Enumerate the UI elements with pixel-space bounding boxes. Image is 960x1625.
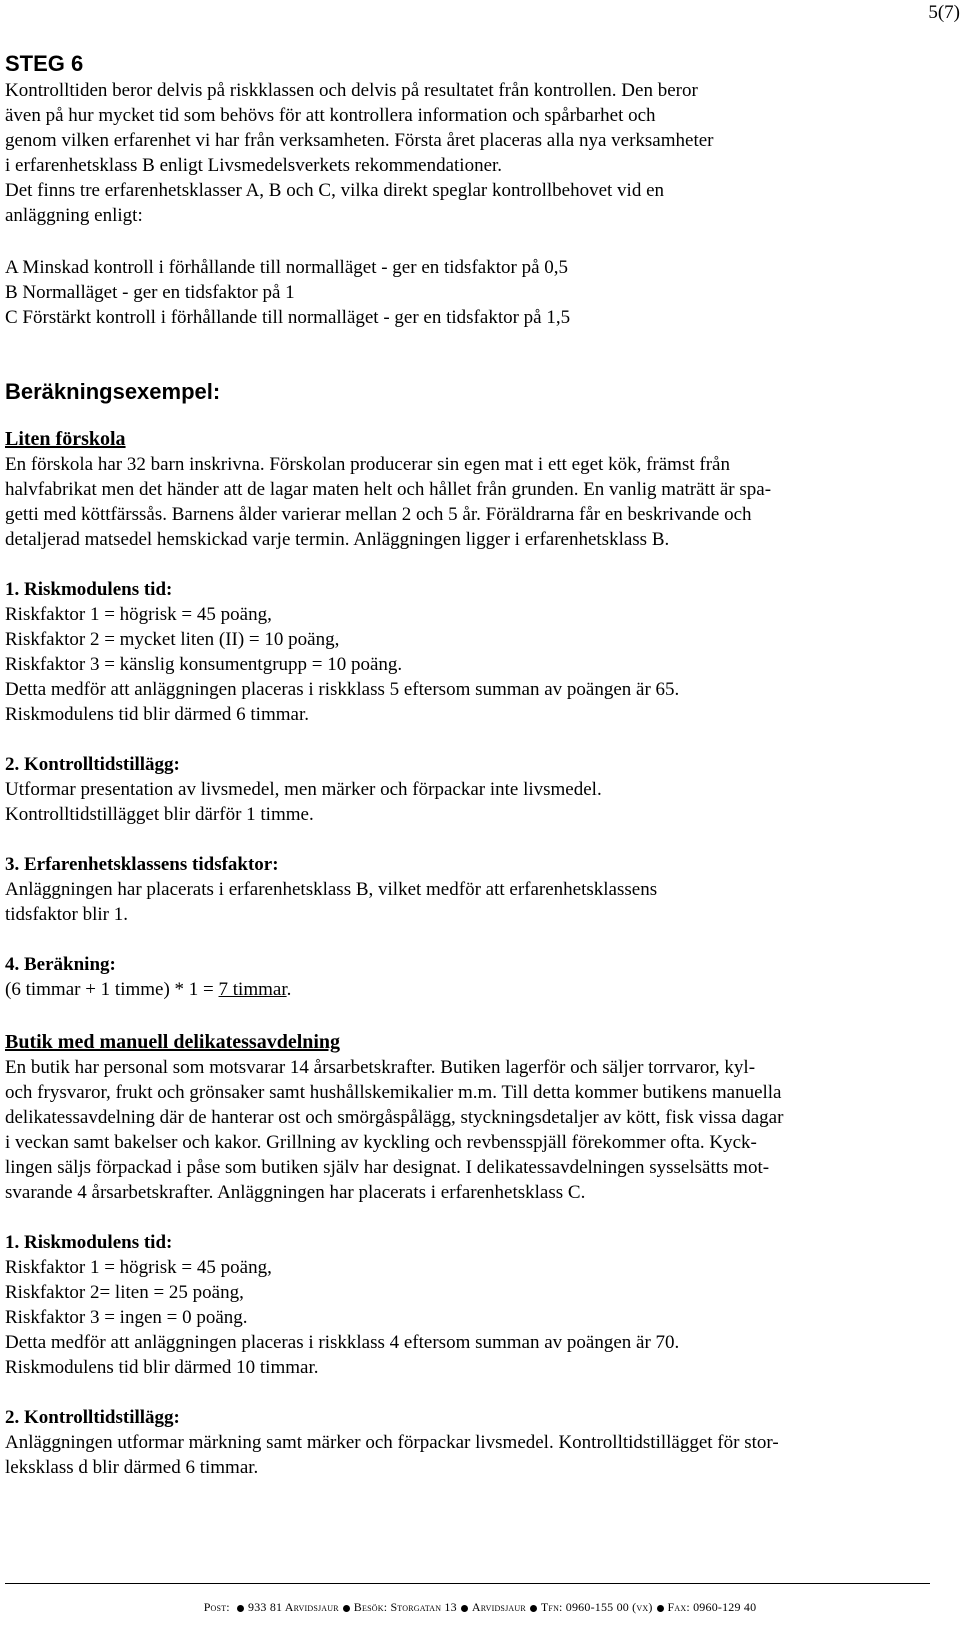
- footer-fax-label: Fax:: [667, 1600, 694, 1614]
- text-line: En butik har personal som motsvarar 14 årsarbetskrafter. Butiken lagerför och säljer torrvaror, kyl-: [5, 1057, 756, 1078]
- text-line: i veckan samt bakelser och kakor. Grillning av kyckling och revbensspjäll förekommer ofta. Kyck-: [5, 1132, 757, 1153]
- example-description: [5, 1055, 930, 1205]
- text-line: Riskmodulens tid blir därmed 10 timmar.: [5, 1357, 319, 1378]
- class-a-item: A Minskad kontroll i förhållande till normalläget - ger en tidsfaktor på 0,5: [5, 257, 569, 278]
- footer-phone-label: Tfn:: [540, 1600, 566, 1614]
- footer-visit-label: Besök:: [353, 1600, 391, 1614]
- calculation-examples-heading: Beräkningsexempel:: [5, 379, 221, 404]
- calculation-suffix: .: [286, 979, 292, 1000]
- bullet-icon: [461, 1605, 468, 1612]
- text-line: Utformar presentation av livsmedel, men märker och förpackar inte livsmedel.: [5, 779, 602, 800]
- text-line: Detta medför att anläggningen placeras i riskklass 5 eftersom summan av poängen är 65.: [5, 679, 680, 700]
- text-line: Riskfaktor 1 = högrisk = 45 poäng,: [5, 604, 272, 625]
- section-title-risk-module: 1. Riskmodulens tid:: [5, 579, 173, 600]
- text-line: lingen säljs förpackad i påse som butiken själv har designat. I delikatessavdelningen sysselsätts mot-: [5, 1157, 770, 1178]
- section-title-calculation: 4. Beräkning:: [5, 954, 116, 975]
- text-line: Riskfaktor 3 = känslig konsumentgrupp = 10 poäng.: [5, 654, 403, 675]
- text-line: Detta medför att anläggningen placeras i riskklass 4 eftersom summan av poängen är 70.: [5, 1332, 680, 1353]
- page-number: 5(7): [928, 2, 960, 23]
- footer-post-value: 933 81 Arvidsjaur: [248, 1600, 339, 1614]
- text-line: svarande 4 årsarbetskrafter. Anläggningen har placerats i erfarenhetsklass C.: [5, 1182, 586, 1203]
- step-heading: STEG 6: [5, 51, 84, 76]
- bullet-icon: [237, 1605, 244, 1612]
- page-content: [5, 50, 930, 1480]
- text-line: delikatessavdelning där de hanterar ost och smörgåspålägg, styckningsdetaljer av kött, fisk vissa dagar: [5, 1107, 784, 1128]
- text-line: tidsfaktor blir 1.: [5, 904, 128, 925]
- calculation-result: 7 timmar: [218, 979, 287, 1000]
- text-line: och frysvaror, frukt och grönsaker samt hushållskemikalier m.m. Till detta kommer butikens manuella: [5, 1082, 782, 1103]
- page-footer: [0, 1600, 960, 1615]
- footer-post-label: Post:: [203, 1600, 234, 1614]
- class-b-item: B Normalläget - ger en tidsfaktor på 1: [5, 282, 295, 303]
- bullet-icon: [657, 1605, 664, 1612]
- text-line: Kontrolltiden beror delvis på riskklassen och delvis på resultatet från kontrollen. Den beror: [5, 80, 698, 101]
- text-line: halvfabrikat men det händer att de lagar maten helt och hållet från grunden. En vanlig maträtt är spa-: [5, 479, 772, 500]
- section-title-time-factor: 3. Erfarenhetsklassens tidsfaktor:: [5, 854, 279, 875]
- text-line: Riskfaktor 3 = ingen = 0 poäng.: [5, 1307, 248, 1328]
- footer-divider: [5, 1583, 930, 1584]
- text-line: getti med köttfärssås. Barnens ålder varierar mellan 2 och 5 år. Föräldrarna får en beskrivande och: [5, 504, 752, 525]
- example-description: [5, 452, 930, 552]
- bullet-icon: [343, 1605, 350, 1612]
- text-line: Riskmodulens tid blir därmed 6 timmar.: [5, 704, 309, 725]
- class-c-item: C Förstärkt kontroll i förhållande till normalläget - ger en tidsfaktor på 1,5: [5, 307, 571, 328]
- calculation-formula: (6 timmar + 1 timme) * 1 =: [5, 979, 219, 1000]
- text-line: leksklass d blir därmed 6 timmar.: [5, 1457, 259, 1478]
- footer-visit-value: Storgatan 13: [390, 1600, 457, 1614]
- example-title-deli-shop: Butik med manuell delikatessavdelning: [5, 1031, 341, 1053]
- text-line: Riskfaktor 1 = högrisk = 45 poäng,: [5, 1257, 272, 1278]
- calculation-line: [5, 977, 930, 1002]
- text-line: Det finns tre erfarenhetsklasser A, B och C, vilka direkt speglar kontrollbehovet vid en: [5, 180, 665, 201]
- step-intro: [5, 78, 930, 228]
- footer-town: Arvidsjaur: [471, 1600, 526, 1614]
- text-line: anläggning enligt:: [5, 205, 143, 226]
- text-line: även på hur mycket tid som behövs för att kontrollera information och spårbarhet och: [5, 105, 656, 126]
- bullet-icon: [530, 1605, 537, 1612]
- text-line: Riskfaktor 2= liten = 25 poäng,: [5, 1282, 244, 1303]
- footer-phone-value: 0960-155 00 (vx): [565, 1600, 653, 1614]
- footer-fax-value: 0960-129 40: [693, 1600, 757, 1614]
- text-line: Riskfaktor 2 = mycket liten (II) = 10 poäng,: [5, 629, 340, 650]
- text-line: detaljerad matsedel hemskickad varje termin. Anläggningen ligger i erfarenhetsklass B.: [5, 529, 670, 550]
- section-title-control-time-addition: 2. Kontrolltidstillägg:: [5, 754, 180, 775]
- text-line: Anläggningen utformar märkning samt märker och förpackar livsmedel. Kontrolltidstillägget för stor-: [5, 1432, 779, 1453]
- text-line: i erfarenhetsklass B enligt Livsmedelsverkets rekommendationer.: [5, 155, 503, 176]
- text-line: Anläggningen har placerats i erfarenhetsklass B, vilket medför att erfarenhetsklassens: [5, 879, 658, 900]
- text-line: En förskola har 32 barn inskrivna. Förskolan producerar sin egen mat i ett eget kök, främst från: [5, 454, 730, 475]
- experience-classes-list: [5, 255, 930, 330]
- text-line: Kontrolltidstillägget blir därför 1 timme.: [5, 804, 314, 825]
- example-title-preschool: Liten förskola: [5, 428, 126, 450]
- section-title-risk-module: 1. Riskmodulens tid:: [5, 1232, 173, 1253]
- section-title-control-time-addition: 2. Kontrolltidstillägg:: [5, 1407, 180, 1428]
- text-line: genom vilken erfarenhet vi har från verksamheten. Första året placeras alla nya verksamheter: [5, 130, 714, 151]
